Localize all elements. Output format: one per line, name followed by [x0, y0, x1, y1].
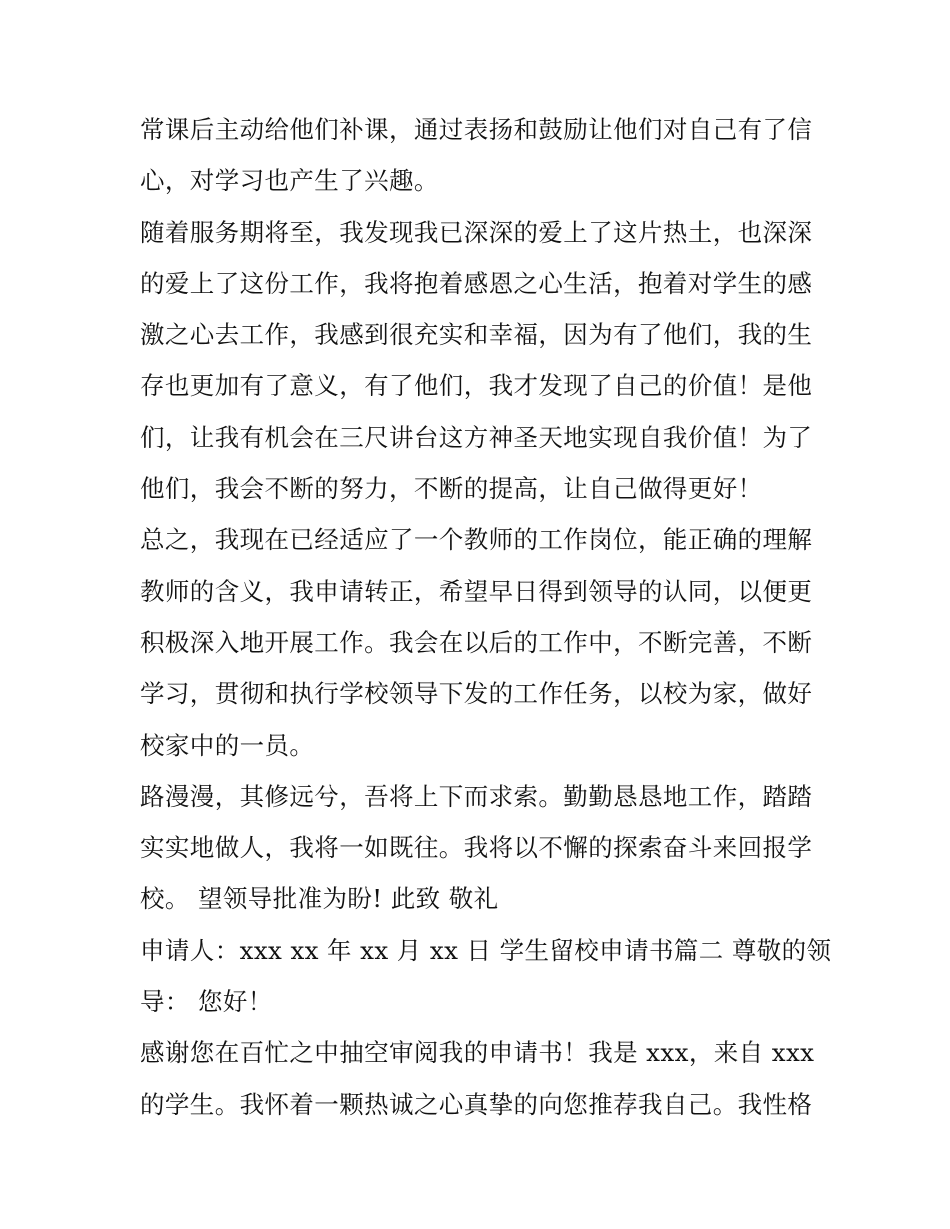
text-line: 学习，贯彻和执行学校领导下发的工作任务，以校为家，做好 — [140, 679, 813, 709]
text-line: 感谢您在百忙之中抽空审阅我的申请书！我是 xxx，来自 xxx — [140, 1038, 815, 1068]
text-line: 激之心去工作，我感到很充实和幸福，因为有了他们，我的生 — [140, 320, 813, 350]
text-line: 校。 望领导批准为盼! 此致 敬礼 — [140, 884, 499, 914]
text-line: 随着服务期将至，我发现我已深深的爱上了这片热土，也深深 — [140, 217, 813, 247]
text-line: 的学生。我怀着一颗热诚之心真挚的向您推荐我自己。我性格 — [140, 1089, 813, 1119]
text-line: 申请人：xxx xx 年 xx 月 xx 日 学生留校申请书篇二 尊敬的领 — [140, 935, 832, 965]
text-line: 总之，我现在已经适应了一个教师的工作岗位，能正确的理解 — [140, 525, 813, 555]
document-body — [140, 104, 832, 1130]
text-line: 导： 您好！ — [140, 987, 273, 1017]
text-line: 校家中的一员。 — [140, 730, 315, 760]
text-line: 实实地做人，我将一如既往。我将以不懈的探索奋斗来回报学 — [140, 833, 813, 863]
text-line: 常课后主动给他们补课，通过表扬和鼓励让他们对自己有了信 — [140, 115, 813, 144]
text-line: 路漫漫，其修远兮，吾将上下而求索。勤勤恳恳地工作，踏踏 — [140, 781, 813, 811]
text-line: 他们，我会不断的努力，不断的提高，让自己做得更好！ — [140, 474, 763, 504]
text-line: 的爱上了这份工作，我将抱着感恩之心生活，抱着对学生的感 — [140, 268, 813, 298]
text-line: 存也更加有了意义，有了他们，我才发现了自己的价值！是他 — [140, 371, 813, 401]
text-line: 们，让我有机会在三尺讲台这方神圣天地实现自我价值！为了 — [140, 422, 813, 452]
text-line: 心，对学习也产生了兴趣。 — [140, 166, 439, 196]
text-line: 教师的含义，我申请转正，希望早日得到领导的认同，以便更 — [140, 576, 813, 606]
text-line: 积极深入地开展工作。我会在以后的工作中，不断完善，不断 — [140, 627, 813, 657]
